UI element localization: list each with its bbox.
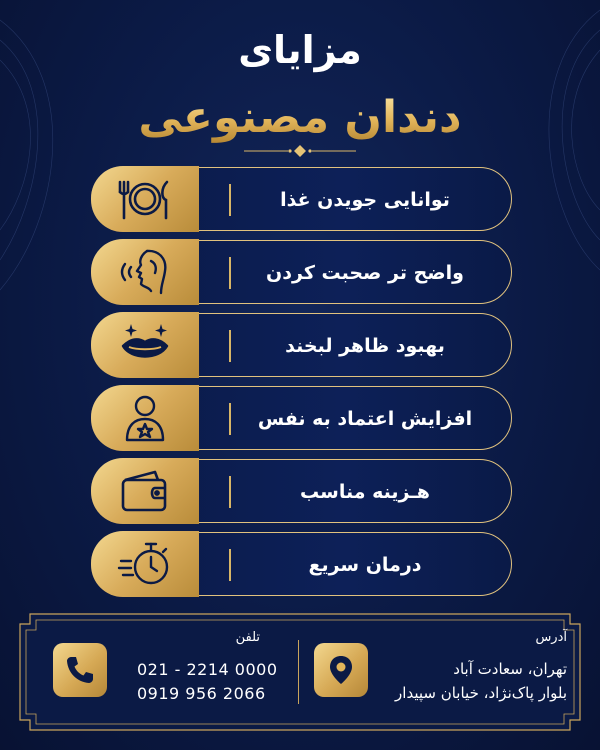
benefit-icon-box bbox=[91, 312, 199, 378]
benefit-icon-box bbox=[91, 239, 199, 305]
benefit-label: افزایش اعتماد به نفس bbox=[257, 408, 473, 430]
contact-separator bbox=[298, 640, 299, 704]
address-label: آدرس bbox=[535, 630, 567, 645]
person-star-icon bbox=[117, 393, 173, 443]
location-tile bbox=[314, 643, 368, 697]
benefit-divider bbox=[229, 330, 231, 362]
phone-number-2[interactable]: 0919 956 2066 bbox=[137, 684, 266, 703]
benefit-divider bbox=[229, 257, 231, 289]
phone-label: تلفن bbox=[235, 630, 260, 645]
stopwatch-icon bbox=[117, 539, 173, 589]
phone-icon bbox=[64, 654, 96, 686]
benefit-icon-box bbox=[91, 458, 199, 524]
benefit-label: بهبود ظاهر لبخند bbox=[285, 335, 445, 357]
benefit-label: درمان سریع bbox=[308, 554, 422, 576]
benefit-item-chewing bbox=[92, 167, 512, 231]
benefit-icon-box bbox=[91, 531, 199, 597]
speaking-face-icon bbox=[117, 247, 173, 297]
phone-number-1[interactable]: 021 - 2214 0000 bbox=[137, 660, 278, 679]
benefit-label: واضح تر صحبت کردن bbox=[266, 262, 464, 284]
page-title-line1: مزایای bbox=[238, 28, 362, 72]
benefit-item-speaking bbox=[92, 240, 512, 304]
location-pin-icon bbox=[325, 654, 357, 686]
wallet-icon bbox=[117, 466, 173, 516]
benefit-divider bbox=[229, 403, 231, 435]
benefit-divider bbox=[229, 184, 231, 216]
smile-lips-icon bbox=[117, 320, 173, 370]
benefit-icon-box bbox=[91, 385, 199, 451]
benefit-item-confidence bbox=[92, 386, 512, 450]
page-title-line2: دندان مصنوعی bbox=[0, 92, 600, 143]
contact-panel bbox=[18, 612, 582, 732]
benefit-label: توانایی جویدن غذا bbox=[280, 189, 450, 211]
title-ornament-icon bbox=[240, 144, 360, 158]
benefit-divider bbox=[229, 549, 231, 581]
phone-tile bbox=[53, 643, 107, 697]
benefit-item-fast-treatment bbox=[92, 532, 512, 596]
address-line-2: بلوار پاک‌نژاد، خیابان سپیدار bbox=[395, 684, 567, 702]
benefit-item-smile bbox=[92, 313, 512, 377]
benefit-label: هـزینه مناسب bbox=[300, 481, 430, 503]
address-line-1: تهران، سعادت آباد bbox=[453, 660, 567, 678]
benefit-divider bbox=[229, 476, 231, 508]
plate-fork-knife-icon bbox=[117, 174, 173, 224]
benefit-item-cost bbox=[92, 459, 512, 523]
benefit-icon-box bbox=[91, 166, 199, 232]
